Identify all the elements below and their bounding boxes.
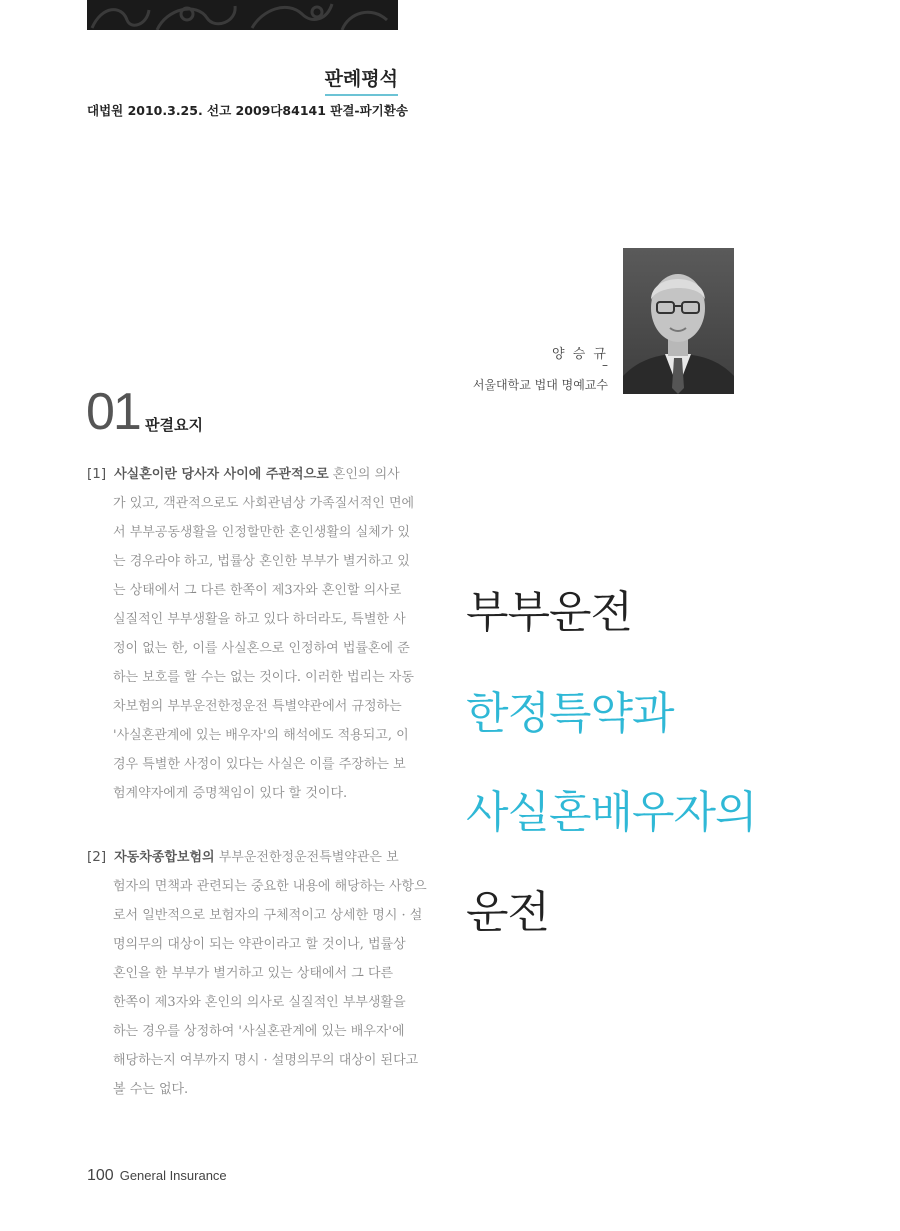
paragraph-line: 는 상태에서 그 다른 한쪽이 제3자와 혼인할 의사로 xyxy=(113,583,402,598)
paragraph-2 xyxy=(87,843,435,1104)
page-footer xyxy=(87,1167,227,1185)
paragraph-line: 경우 특별한 사정이 있다는 사실은 이를 주장하는 보 xyxy=(113,757,406,772)
paragraph-line: 볼 수는 없다. xyxy=(113,1082,189,1097)
author-divider: – xyxy=(602,358,608,372)
paragraph-line: 로서 일반적으로 보험자의 구체적이고 상세한 명시 · 설 xyxy=(113,908,423,923)
author-affiliation: 서울대학교 법대 명예교수 xyxy=(472,378,608,392)
paragraph-2-number: [2] xyxy=(87,849,107,865)
author-portrait-icon xyxy=(623,248,734,394)
paragraph-1-first-text: 혼인의 의사 xyxy=(328,467,400,482)
paragraph-line: 험자의 면책과 관련되는 중요한 내용에 해당하는 사항으 xyxy=(113,879,427,894)
author-photo xyxy=(623,248,734,394)
paragraph-line: '사실혼관계에 있는 배우자'의 해석에도 적용되고, 이 xyxy=(113,728,409,743)
paragraph-line: 하는 경우를 상정하여 '사실혼관계에 있는 배우자'에 xyxy=(113,1024,405,1039)
paragraph-1-lead: 사실혼이란 당사자 사이에 주관적으로 xyxy=(114,467,329,482)
paragraph-line: 해당하는지 여부까지 명시 · 설명의무의 대상이 된다고 xyxy=(113,1053,419,1068)
headline-line-3: 사실혼배우자의 xyxy=(466,787,757,838)
paragraph-line: 는 경우라야 하고, 법률상 혼인한 부부가 별거하고 있 xyxy=(113,554,410,569)
headline-line-4: 운전 xyxy=(466,887,550,938)
paragraph-1-number: [1] xyxy=(87,466,107,482)
paragraph-2-lead: 자동차종합보험의 xyxy=(114,850,215,865)
paragraph-2-first-text: 부부운전한정운전특별약관은 보 xyxy=(214,850,399,865)
paragraph-line: 하는 보호를 할 수는 없는 것이다. 이러한 법리는 자동 xyxy=(113,670,414,685)
section-label xyxy=(200,64,398,96)
paragraph-line: 명의무의 대상이 되는 약관이라고 할 것이나, 법률상 xyxy=(113,937,406,952)
swirl-pattern-icon xyxy=(87,0,398,30)
paragraph-line: 한쪽이 제3자와 혼인의 의사로 실질적인 부부생활을 xyxy=(113,995,406,1010)
header-banner xyxy=(87,0,398,30)
section-number: 01 xyxy=(86,383,140,441)
paragraph-2-first-line xyxy=(87,843,435,872)
paragraph-line: 험계약자에게 증명책임이 있다 할 것이다. xyxy=(113,786,348,801)
paragraph-1 xyxy=(87,460,435,808)
paragraph-1-first-line xyxy=(87,460,435,489)
headline-line-1: 부부운전 xyxy=(466,587,633,638)
paragraph-line: 가 있고, 객관적으로도 사회관념상 가족질서적인 면에 xyxy=(113,496,415,511)
headline-line-2: 한정특약과 xyxy=(466,688,674,739)
author-name: 양 승 규 xyxy=(552,347,608,362)
paragraph-line: 차보험의 부부운전한정운전 특별약관에서 규정하는 xyxy=(113,699,402,714)
page-number: 100 xyxy=(87,1167,114,1184)
paragraph-line: 실질적인 부부생활을 하고 있다 하더라도, 특별한 사 xyxy=(113,612,406,627)
paragraph-line: 혼인을 한 부부가 별거하고 있는 상태에서 그 다른 xyxy=(113,966,394,981)
publication-name: General Insurance xyxy=(119,1168,227,1183)
paragraph-line: 정이 없는 한, 이를 사실혼으로 인정하여 법률혼에 준 xyxy=(113,641,410,656)
case-reference: 대법원 2010.3.25. 선고 2009다84141 판결-파기환송 xyxy=(87,103,408,118)
section-label-text: 판례평석 xyxy=(325,64,398,96)
section-title: 판결요지 xyxy=(145,416,203,434)
paragraph-line: 서 부부공동생활을 인정할만한 혼인생활의 실체가 있 xyxy=(113,525,410,540)
